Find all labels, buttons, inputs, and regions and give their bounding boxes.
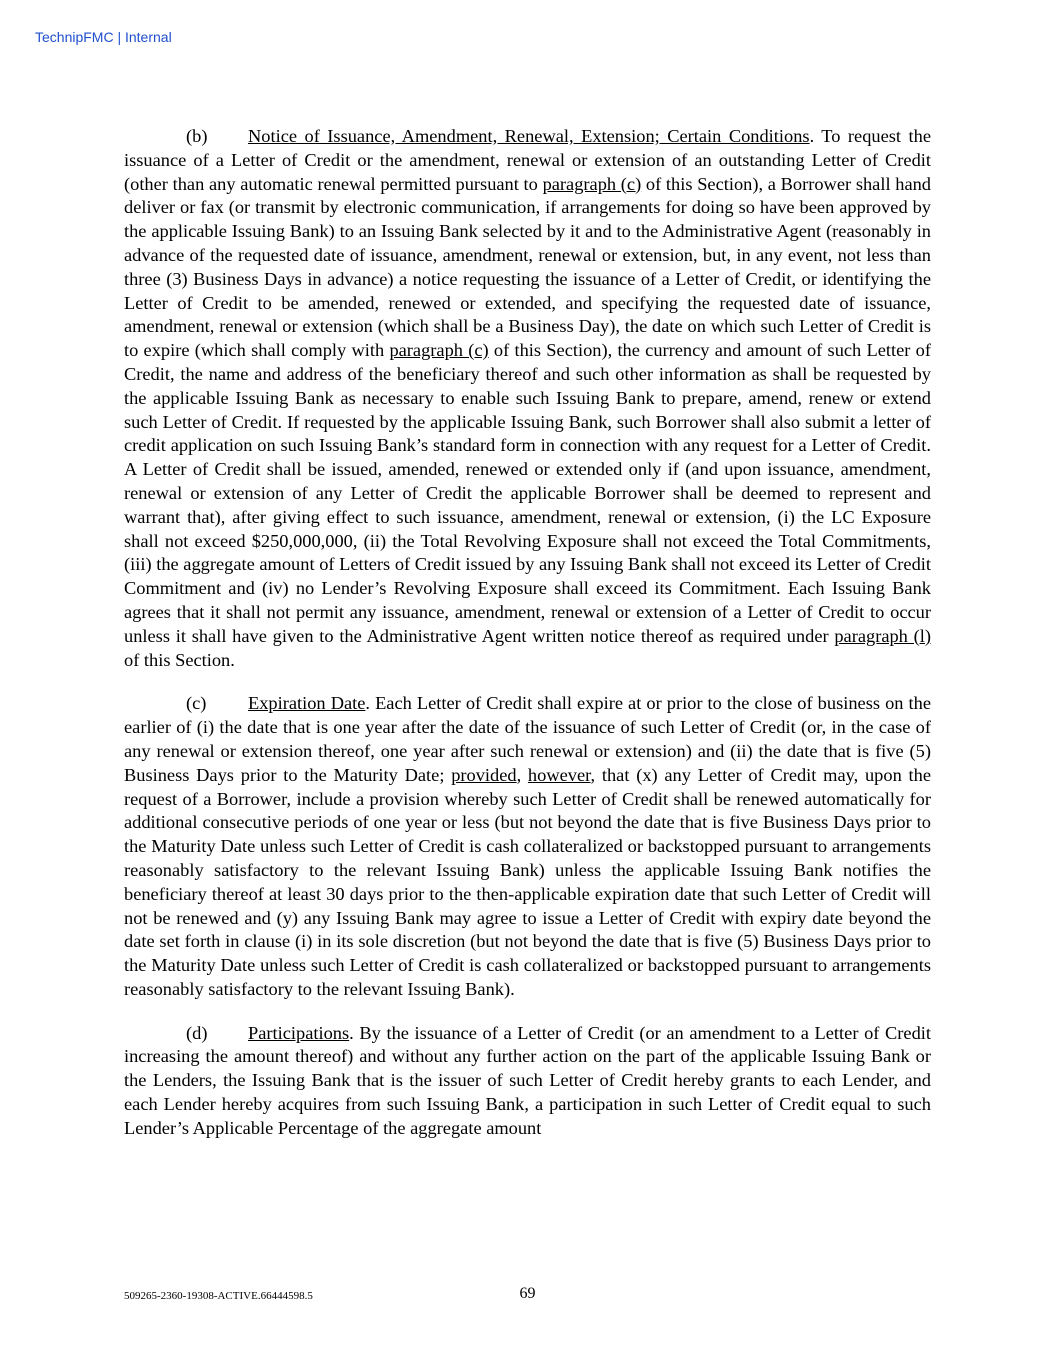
emphasis-term: provided: [451, 764, 517, 785]
paragraph-text: ,: [516, 764, 528, 785]
paragraph-text: of this Section.: [124, 649, 235, 670]
paragraph-text: of this Section), a Borrower shall hand deliver or fax (or transmit by electronic communication, if arrangements for doing so have been approved by the applicable Issuing Bank) to an Issuing Bank selected by it and to the Administrative Agent (reasonably in advance of the requested date of issuance, amendment, renewal or extension, but, in any event, not less than three (3) Business Days in advance) a notice requesting the issuance of a Letter of Credit, or identifying the Letter of Credit to be amended, renewed or extended, and specifying the requested date of issuance, amendment, renewal or extension (which shall be a Business Day), the date on which such Letter of Credit is to expire (which shall comply with: [124, 173, 932, 361]
paragraph-d: [124, 1022, 931, 1141]
paragraph-b: [124, 125, 931, 672]
paragraph-c: [124, 692, 931, 1001]
cross-reference: paragraph (c): [542, 173, 642, 194]
emphasis-term: however: [527, 764, 591, 785]
document-body: [124, 125, 931, 1161]
classification-label: TechnipFMC | Internal: [35, 29, 172, 45]
paragraph-text: of this Section), the currency and amount of such Letter of Credit, the name and address of the beneficiary thereof and such other information as shall be requested by the applicable Issuing Bank as necessary to enable such Issuing Bank to prepare, amend, renew or extend such Letter of Credit. If requested by the applicable Issuing Bank, such Borrower shall also submit a letter of credit application on such Issuing Bank’s standard form in connection with any request for a Letter of Credit. A Letter of Credit shall be issued, amended, renewed or extended only if (and upon issuance, amendment, renewal or extension of any Letter of Credit the applicable Borrower shall be deemed to represent and warrant that), after giving effect to such issuance, amendment, renewal or extension, (i) the LC Exposure shall not exceed $250,000,000, (ii) the Total Revolving Exposure shall not exceed the Total Commitments, (iii) the aggregate amount of Letters of Credit issued by any Issuing Bank shall not exceed its Letter of Credit Commitment and (iv) no Lender’s Revolving Exposure shall exceed its Commitment. Each Issuing Bank agrees that it shall not permit any issuance, amendment, renewal or extension of a Letter of Credit to occur unless it shall have given to the Administrative Agent written notice thereof as required under: [124, 340, 931, 646]
cross-reference: paragraph (l): [834, 625, 931, 646]
paragraph-text: , that (x) any Letter of Credit may, upon the request of a Borrower, include a provision whereby such Letter of Credit shall be renewed automatically for additional consecutive periods of one year or less (but not beyond the date that is five Business Days prior to the Maturity Date unless such Letter of Credit is cash collateralized or backstopped pursuant to arrangements reasonably satisfactory to the relevant Issuing Bank) unless the applicable Issuing Bank notifies the beneficiary thereof at least 30 days prior to the then-applicable expiration date that such Letter of Credit will not be renewed and (y) any Issuing Bank may agree to issue a Letter of Credit with expiry date beyond the date set forth in clause (i) in its sole discretion (but not beyond the date that is five (5) Business Days prior to the Maturity Date unless such Letter of Credit is cash collateralized or backstopped pursuant to arrangements reasonably satisfactory to the relevant Issuing Bank).: [124, 764, 931, 999]
paragraph-text: . Each Letter of Credit shall expire at or prior to the close of business on the earlier of (i) the date that is one year after the date of the issuance of such Letter of Credit (or, in the case of any renewal or extension thereof, one year after such renewal or extension) and (ii) the date that is five (5) Business Days prior to the Maturity Date;: [124, 693, 931, 785]
paragraph-number: (d): [186, 1022, 208, 1043]
paragraph-number: (c): [186, 693, 207, 714]
cross-reference: paragraph (c): [389, 340, 489, 361]
section-heading: Notice of Issuance, Amendment, Renewal, Extension; Certain Conditions: [248, 126, 810, 146]
page-number: 69: [519, 1285, 536, 1302]
paragraph-text: . To request the issuance of a Letter of Credit or the amendment, renewal or extension of an outstanding Letter of Credit (other than any automatic renewal permitted pursuant to: [124, 126, 931, 194]
footer-document-id: 509265-2360-19308-ACTIVE.66444598.5: [124, 1290, 313, 1302]
section-heading: Expiration Date: [248, 693, 366, 714]
paragraph-number: (b): [186, 126, 208, 146]
paragraph-text: . By the issuance of a Letter of Credit (or an amendment to a Letter of Credit increasing the amount thereof) and without any further action on the part of the applicable Issuing Bank or the Lenders, the Issuing Bank that is the issuer of such Letter of Credit hereby grants to each Lender, and each Lender hereby acquires from such Issuing Bank, a participation in such Letter of Credit equal to such Lender’s Applicable Percentage of the aggregate amount: [124, 1022, 931, 1138]
section-heading: Participations: [248, 1022, 350, 1043]
